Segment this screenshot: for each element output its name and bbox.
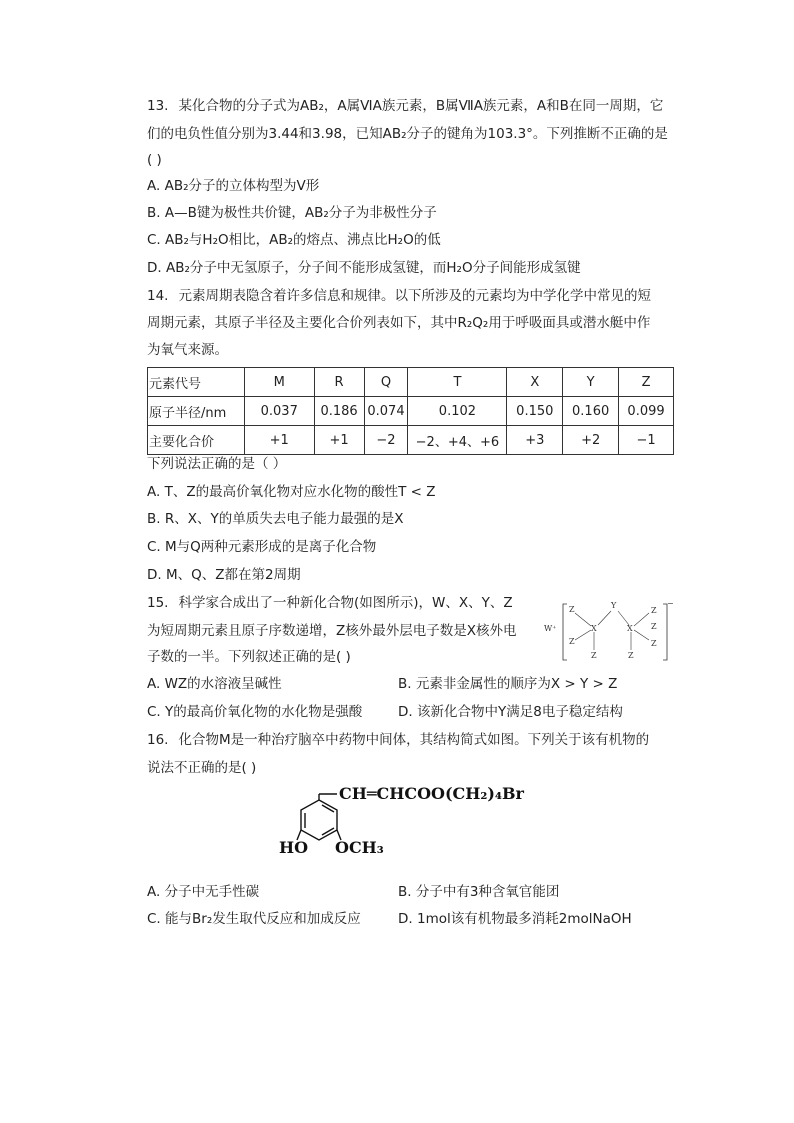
table-header-cell: R: [314, 368, 364, 397]
q15-option-c: C. Y的最高价氧化物的水化物是强酸: [147, 704, 363, 720]
atom-label: Z: [651, 606, 657, 615]
atom-label: Z: [628, 651, 634, 660]
table-cell: +1: [244, 426, 314, 455]
q16-option-c: C. 能与Br₂发生取代反应和加成反应: [147, 911, 361, 927]
q14-option-b: B. R、X、Y的单质失去电子能力最强的是X: [147, 511, 404, 527]
q16-stem-text-1: 化合物M是一种治疗脑卒中药物中间体，其结构简式如图。下列关于该有机物的: [178, 732, 650, 748]
atom-label: Z: [591, 651, 597, 660]
table-header-row: [148, 368, 674, 397]
atom-label: Z: [651, 639, 657, 648]
left-bracket: [563, 604, 567, 660]
table-header-cell: M: [244, 368, 314, 397]
q14-stem-line-1: [147, 286, 651, 306]
q16-structure-figure: [277, 780, 527, 860]
table-cell: 0.074: [364, 397, 408, 426]
table-cell: 0.186: [314, 397, 364, 426]
q16-stem-line-2: 说法不正确的是( ): [147, 760, 257, 776]
table-cell: +3: [507, 426, 563, 455]
table-cell: −2: [364, 426, 408, 455]
right-bracket: [663, 604, 667, 660]
q14-option-c: C. M与Q两种元素形成的是离子化合物: [147, 539, 377, 555]
q15-option-a: A. WZ的水溶液呈碱性: [147, 676, 282, 692]
q14-prompt: 下列说法正确的是（ ）: [147, 456, 287, 472]
q15-stem-line-2: 为短周期元素且原子序数递增，Z核外最外层电子数是X核外电: [147, 623, 517, 639]
q14-stem-text-1: 元素周期表隐含着许多信息和规律。以下所涉及的元素均为中学化学中常见的短: [178, 288, 651, 304]
atom-label: Z: [651, 622, 657, 631]
q13-stem-line-2: 们的电负性值分别为3.44和3.98，已知AB₂分子的键角为103.3°。下列推断不正确的是: [147, 126, 668, 142]
q15-stem-line-3: 子数的一半。下列叙述正确的是( ): [147, 649, 351, 665]
q13-answer-blank: ( ): [147, 152, 162, 168]
table-header-cell: Z: [619, 368, 674, 397]
table-header-cell: Q: [364, 368, 408, 397]
table-cell: 0.099: [619, 397, 674, 426]
q15-number: 15.: [147, 595, 169, 611]
q14-number: 14.: [147, 288, 169, 304]
q14-option-d: D. M、Q、Z都在第2周期: [147, 567, 301, 583]
q15-option-d: D. 该新化合物中Y满足8电子稳定结构: [398, 704, 623, 720]
anion-charge: −: [667, 599, 674, 608]
table-row-label: 主要化合价: [148, 426, 245, 455]
table-header-cell: T: [408, 368, 507, 397]
table-cell: −2、+4、+6: [408, 426, 507, 455]
q13-option-a: A. AB₂分子的立体构型为V形: [147, 178, 320, 194]
table-header-cell: X: [507, 368, 563, 397]
q15-structure-figure: [541, 598, 673, 666]
q16-number: 16.: [147, 732, 169, 748]
side-chain-label: CH═CHCOO(CH₂)₄Br: [339, 784, 524, 803]
atom-label: Y: [611, 601, 617, 610]
cation-label: W⁺: [544, 624, 557, 633]
table-cell: −1: [619, 426, 674, 455]
benzene-ring: [297, 794, 341, 840]
q16-stem-line-1: [147, 730, 649, 750]
q15-stem-text-1: 科学家合成出了一种新化合物(如图所示)，W、X、Y、Z: [178, 595, 513, 611]
q13-stem-line-1: [147, 96, 663, 116]
q13-option-c: C. AB₂与H₂O相比，AB₂的熔点、沸点比H₂O的低: [147, 232, 441, 248]
table-row-radius: [148, 397, 674, 426]
table-cell: 0.150: [507, 397, 563, 426]
atom-label: Z: [569, 637, 575, 646]
table-header-cell: Y: [563, 368, 619, 397]
table-cell: +2: [563, 426, 619, 455]
q14-option-a: A. T、Z的最高价氧化物对应水化物的酸性T < Z: [147, 484, 436, 500]
bond-lines: [575, 611, 649, 650]
methoxy-label: OCH₃: [335, 838, 384, 857]
table-row-valence: [148, 426, 674, 455]
q16-option-d: D. 1mol该有机物最多消耗2molNaOH: [398, 911, 632, 927]
table-cell: 0.160: [563, 397, 619, 426]
atom-label: Z: [569, 605, 575, 614]
table-cell: +1: [314, 426, 364, 455]
q13-option-d: D. AB₂分子中无氢原子，分子间不能形成氢键，而H₂O分子间能形成氢键: [147, 260, 581, 276]
atom-label: X: [627, 624, 633, 633]
q15-option-b: B. 元素非金属性的顺序为X > Y > Z: [398, 676, 618, 692]
q16-option-b: B. 分子中有3种含氧官能团: [398, 884, 560, 900]
q13-stem-text-1: 某化合物的分子式为AB₂，A属ⅥA族元素，B属ⅦA族元素，A和B在同一周期，它: [178, 98, 664, 114]
q15-stem-line-1: [147, 593, 513, 613]
q16-option-a: A. 分子中无手性碳: [147, 884, 260, 900]
atom-label: X: [591, 624, 597, 633]
q13-number: 13.: [147, 98, 169, 114]
table-header-cell: 元素代号: [148, 368, 245, 397]
table-cell: 0.037: [244, 397, 314, 426]
q14-stem-line-2: 周期元素，其原子半径及主要化合价列表如下，其中R₂Q₂用于呼吸面具或潜水艇中作: [147, 315, 651, 331]
q13-option-b: B. A—B键为极性共价键，AB₂分子为非极性分子: [147, 205, 437, 221]
q14-stem-line-3: 为氧气来源。: [147, 342, 228, 358]
table-row-label: 原子半径/nm: [148, 397, 245, 426]
table-cell: 0.102: [408, 397, 507, 426]
hydroxyl-label: HO: [279, 838, 309, 857]
q14-element-table: [147, 367, 674, 455]
